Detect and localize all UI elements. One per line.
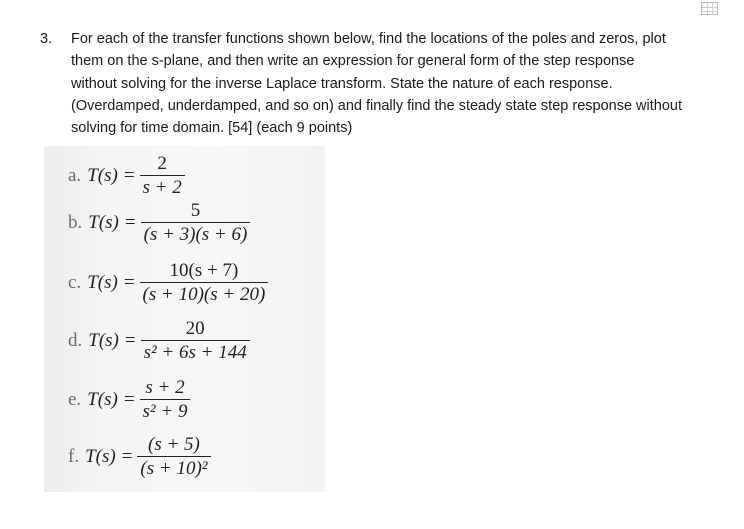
equation-lhs: T(s) <box>87 164 118 186</box>
equation-letter: b. <box>68 211 83 233</box>
equation-c <box>68 259 268 306</box>
equals-sign: = <box>123 388 135 410</box>
transfer-functions-image <box>44 146 325 492</box>
denominator: s + 2 <box>142 177 182 198</box>
fraction <box>137 433 210 480</box>
equation-lhs: T(s) <box>88 329 119 351</box>
numerator: (s + 5) <box>148 434 200 455</box>
equation-letter: f. <box>68 445 80 467</box>
numerator: s + 2 <box>145 377 185 398</box>
equation-b <box>68 199 250 246</box>
denominator: s² + 9 <box>142 401 188 422</box>
question-line: (Overdamped, underdamped, and so on) and finally find the steady state step response without <box>71 97 682 114</box>
question-text <box>71 28 731 139</box>
equation-lhs: T(s) <box>88 211 119 233</box>
fraction <box>140 152 185 199</box>
numerator: 20 <box>185 318 205 339</box>
equation-letter: e. <box>68 388 82 410</box>
question-line: For each of the transfer functions shown below, find the locations of the poles and zeros, plot <box>71 31 666 47</box>
equation-lhs: T(s) <box>87 388 118 410</box>
question-line: solving for time domain. [54] (each 9 points) <box>71 120 353 137</box>
equals-sign: = <box>124 329 136 351</box>
equals-sign: = <box>121 445 133 467</box>
denominator: s² + 6s + 144 <box>143 342 247 363</box>
denominator: (s + 10)² <box>140 458 208 479</box>
equals-sign: = <box>123 164 135 186</box>
denominator: (s + 3)(s + 6) <box>143 224 248 245</box>
question-number: 3. <box>40 31 53 47</box>
numerator: 5 <box>190 200 201 221</box>
equation-f <box>68 433 211 480</box>
equation-d <box>68 317 250 364</box>
equation-letter: a. <box>68 164 82 186</box>
question-line: them on the s-plane, and then write an expression for general form of the step response <box>71 53 635 70</box>
table-grid-icon[interactable] <box>701 2 718 15</box>
denominator: (s + 10)(s + 20) <box>142 284 266 305</box>
fraction <box>141 317 250 364</box>
equals-sign: = <box>123 271 135 293</box>
equation-letter: c. <box>68 271 82 293</box>
question-line: without solving for the inverse Laplace transform. State the nature of each response. <box>71 75 613 92</box>
fraction <box>140 259 269 306</box>
equation-lhs: T(s) <box>85 445 116 467</box>
fraction <box>140 376 191 423</box>
fraction <box>141 199 251 246</box>
equals-sign: = <box>124 211 136 233</box>
equation-lhs: T(s) <box>87 271 118 293</box>
equation-letter: d. <box>68 329 83 351</box>
numerator: 2 <box>157 153 167 174</box>
equation-e <box>68 376 190 423</box>
equation-a <box>68 152 185 199</box>
numerator: 10(s + 7) <box>169 260 239 281</box>
